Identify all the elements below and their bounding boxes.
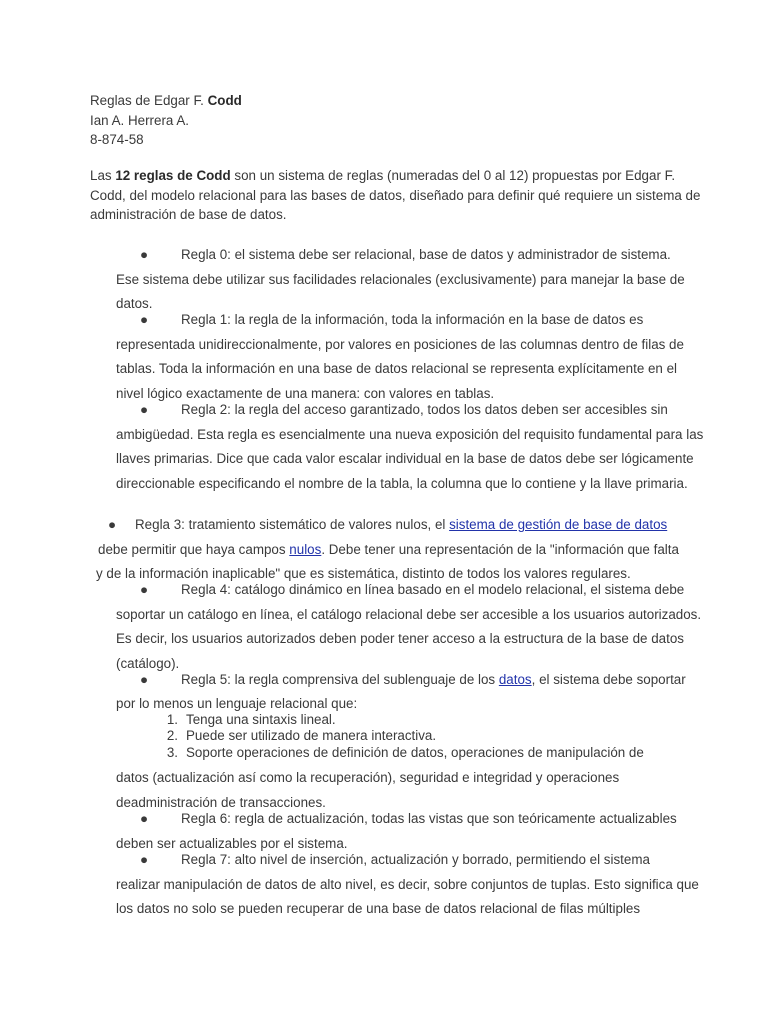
rule-3-first: Regla 3: tratamiento sistemático de valores nulos, el [135, 517, 450, 532]
link-nulos[interactable]: nulos [289, 541, 322, 557]
rule-4 [116, 578, 706, 676]
rule-5 [116, 668, 706, 713]
rule-6-first: Regla 6: regla de actualización, todas las vistas que son teóricamente actualizables [181, 811, 677, 826]
rule-5-first-post: , el sistema debe soportar [531, 672, 686, 687]
link-datos[interactable]: datos [498, 672, 532, 687]
rule-0-rest: Ese sistema debe utilizar sus facilidades relacionales (exclusivamente) para manejar la base de datos. [116, 271, 685, 311]
author-name: Ian A. Herrera A. [90, 113, 189, 128]
rule-7 [116, 848, 706, 922]
rule-6-rest: deben ser actualizables por el sistema. [116, 835, 348, 851]
rule-1-rest: representada unidireccionalmente, por valores en posiciones de las columnas dentro de filas de tablas. Toda la información en una base de datos relacional se representa explícitamente en el nivel lógico exactamente de una manera: con valores en tablas. [116, 336, 684, 401]
rule-0 [116, 243, 694, 317]
rule-3-line2-pre: debe permitir que haya campos [98, 541, 290, 557]
author-title-line [90, 91, 242, 111]
rule-3-line3: y de la información inaplicable" que es sistemática, distinto de todos los valores regulares. [96, 566, 631, 581]
rule-5-item-3: 3. Soporte operaciones de definición de datos, operaciones de manipulación de [166, 745, 644, 760]
rule-5-item-1: 1. Tenga una sintaxis lineal. [166, 712, 336, 727]
rule-3-line2-post: . Debe tener una representación de la "información que falta [321, 541, 679, 557]
intro-pre: Las [90, 168, 116, 183]
rule-5-item-2: 2. Puede ser utilizado de manera interactiva. [166, 728, 437, 743]
rule-2 [116, 398, 706, 496]
bullet-icon: ● [140, 852, 149, 867]
link-sgbd[interactable]: sistema de gestión de base de datos [449, 517, 668, 532]
rule-5-first-pre: Regla 5: la regla comprensiva del sublenguaje de los [181, 672, 499, 687]
author-id: 8-874-58 [90, 132, 144, 147]
rule-2-first: Regla 2: la regla del acceso garantizado, todos los datos deben ser accesibles sin [181, 402, 668, 417]
intro-bold: 12 reglas de Codd [115, 168, 231, 183]
rule-7-first: Regla 7: alto nivel de inserción, actualización y borrado, permitiendo el sistema [181, 852, 650, 867]
rule-2-rest: ambigüedad. Esta regla es esencialmente una nueva exposición del requisito fundamental para las llaves primarias. Dice que cada valor escalar individual en la base de datos debe ser lógicamente direccionable especificando el nombre de la tabla, la columna que lo contiene y la llave primaria. [116, 426, 704, 491]
bullet-icon: ● [140, 582, 149, 597]
rule-1 [116, 308, 706, 406]
rule-5-line2: por lo menos un lenguaje relacional que: [116, 695, 358, 711]
rule-1-first: Regla 1: la regla de la información, toda la información en la base de datos es [181, 312, 644, 327]
rule-3 [98, 513, 708, 587]
title-prefix: Reglas de Edgar F. [90, 93, 208, 108]
rule-7-rest: realizar manipulación de datos de alto nivel, es decir, sobre conjuntos de tuplas. Esto significa que los datos no solo se pueden recuperar de una base de datos relacional de filas múltiples [116, 876, 699, 916]
rule-5-rest: datos (actualización así como la recuperación), seguridad e integridad y operaciones deadministración de transacciones. [116, 770, 620, 810]
bullet-icon: ● [140, 247, 149, 262]
rule-4-rest: soportar un catálogo en línea, el catálogo relacional debe ser accesible a los usuarios autorizados. Es decir, los usuarios autorizados deben poder tener acceso a la estructura de la base de datos (catálogo). [116, 606, 702, 671]
bullet-icon: ● [140, 672, 149, 687]
bullet-icon: ● [140, 312, 149, 327]
rule-0-first: Regla 0: el sistema debe ser relacional, base de datos y administrador de sistema. [181, 247, 671, 262]
bullet-icon: ● [140, 811, 149, 826]
title-bold: Codd [207, 93, 242, 108]
bullet-icon: ● [140, 402, 149, 417]
rule-4-first: Regla 4: catálogo dinámico en línea basado en el modelo relacional, el sistema debe [181, 582, 685, 597]
bullet-icon: ● [108, 517, 117, 532]
intro-paragraph [90, 166, 710, 225]
intro-post: son un sistema de reglas (numeradas del 0 al 12) propuestas por Edgar F. Codd, del modelo relacional para las bases de datos, diseñado para definir qué requiere un sistema de administración de base de datos. [90, 168, 701, 222]
